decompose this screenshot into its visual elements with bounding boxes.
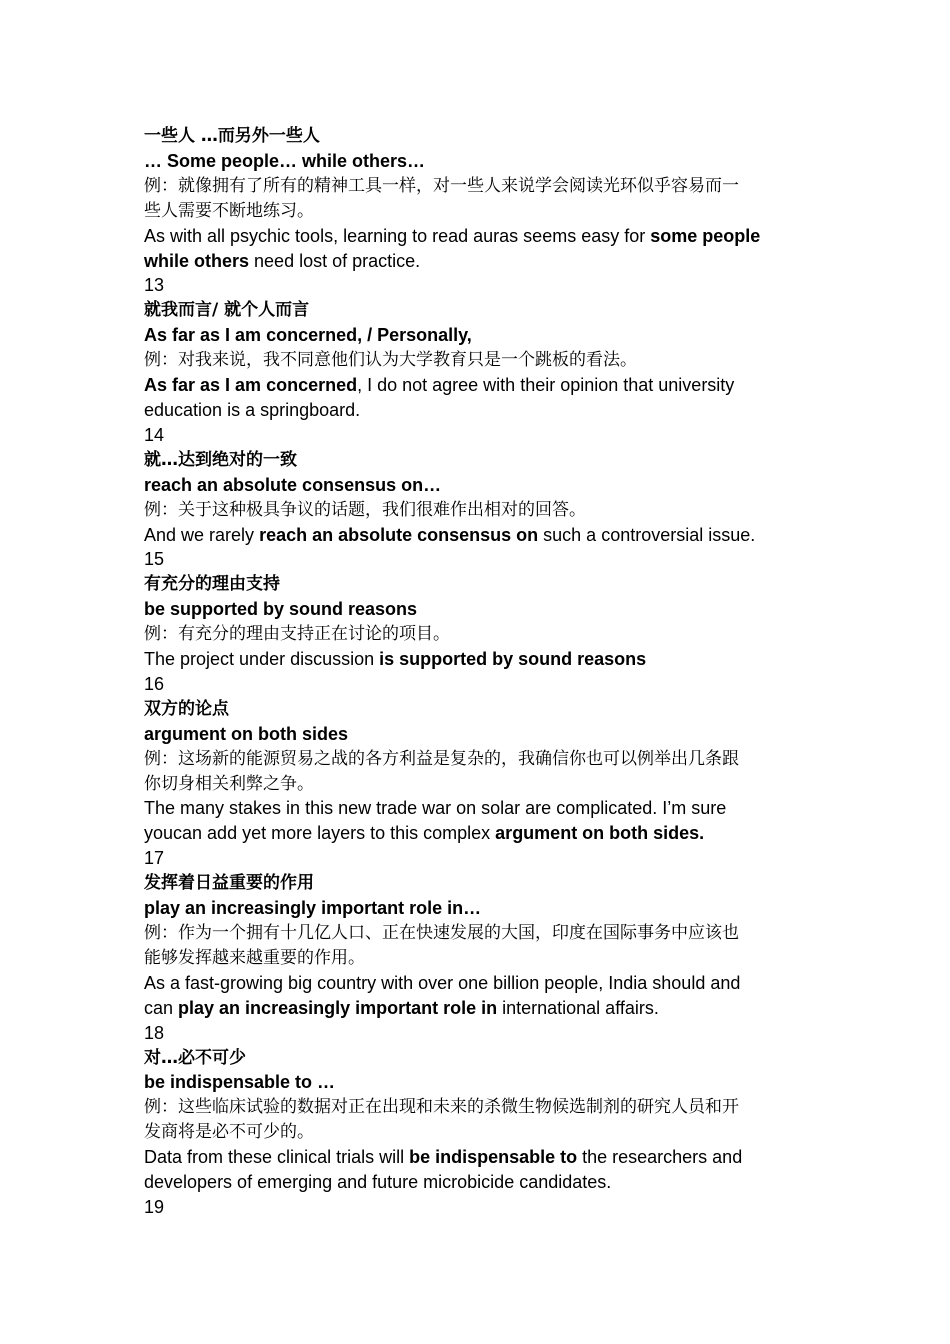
english-phrase-heading: As far as I am concerned, / Personally, xyxy=(144,325,472,346)
chinese-example-line: 你切身相关利弊之争。 xyxy=(144,773,314,794)
example-text: developers of emerging and future microbicide candidates. xyxy=(144,1172,612,1193)
chinese-phrase-heading: 就我而言/ 就个人而言 xyxy=(144,300,310,321)
entry-number: 15 xyxy=(144,549,165,570)
chinese-example-line: 例：这些临床试验的数据对正在出现和未来的杀微生物候选制剂的研究人员和开 xyxy=(144,1097,739,1118)
english-example-line xyxy=(144,996,814,1021)
highlighted-phrase: argument on both sides. xyxy=(495,823,705,844)
english-example-line xyxy=(144,647,814,672)
english-phrase-heading: be supported by sound reasons xyxy=(144,599,418,620)
english-example-line xyxy=(144,398,814,423)
highlighted-phrase: be indispensable to xyxy=(409,1147,578,1168)
highlighted-phrase: while others xyxy=(144,250,250,271)
chinese-phrase-heading: 一些人 …而另外一些人 xyxy=(144,126,320,146)
example-text: international affairs. xyxy=(497,997,659,1018)
example-text: The many stakes in this new trade war on solar are complicated. I’m sure xyxy=(144,798,727,819)
example-text: can xyxy=(144,997,179,1018)
example-text: education is a springboard. xyxy=(144,399,361,420)
english-example-line xyxy=(144,1145,814,1170)
chinese-example-line: 些人需要不断地练习。 xyxy=(144,200,314,221)
entry-number: 14 xyxy=(144,424,165,445)
chinese-example-line: 能够发挥越来越重要的作用。 xyxy=(144,947,365,968)
chinese-phrase-heading: 就…达到绝对的一致 xyxy=(144,449,297,470)
english-example-line xyxy=(144,796,814,821)
english-example-line xyxy=(144,821,814,846)
document-page xyxy=(144,124,814,1220)
entry-number: 16 xyxy=(144,673,165,694)
example-text: such a controversial issue. xyxy=(538,524,756,545)
entry-number: 17 xyxy=(144,848,165,869)
english-example-line xyxy=(144,1170,814,1195)
entry-number: 19 xyxy=(144,1196,165,1217)
chinese-example-line: 例：就像拥有了所有的精神工具一样，对一些人来说学会阅读光环似乎容易而一 xyxy=(144,175,739,196)
entry-number: 18 xyxy=(144,1022,165,1043)
english-example-line xyxy=(144,523,814,548)
english-example-line xyxy=(144,373,814,398)
chinese-phrase-heading: 对…必不可少 xyxy=(144,1047,246,1068)
english-phrase-heading: … Some people… while others… xyxy=(144,150,426,171)
highlighted-phrase: is supported by sound reasons xyxy=(379,649,647,670)
highlighted-phrase: reach an absolute consensus on xyxy=(259,524,539,545)
example-text: And we rarely xyxy=(144,524,260,545)
chinese-example-line: 例：对我来说，我不同意他们认为大学教育只是一个跳板的看法。 xyxy=(144,350,637,371)
highlighted-phrase: play an increasingly important role in xyxy=(178,997,498,1018)
english-phrase-heading: be indispensable to … xyxy=(144,1072,336,1093)
example-text: As a fast-growing big country with over one billion people, India should and xyxy=(144,972,741,993)
english-phrase-heading: reach an absolute consensus on… xyxy=(144,474,442,495)
example-text: the researchers and xyxy=(577,1147,743,1168)
example-text: need lost of practice. xyxy=(249,250,421,271)
chinese-example-line: 例：作为一个拥有十几亿人口、正在快速发展的大国，印度在国际事务中应该也 xyxy=(144,923,739,943)
chinese-example-line: 发商将是必不可少的。 xyxy=(144,1122,314,1143)
entry-number: 13 xyxy=(144,275,165,296)
chinese-example-line: 例：这场新的能源贸易之战的各方利益是复杂的，我确信你也可以例举出几条跟 xyxy=(144,748,739,769)
highlighted-phrase: As far as I am concerned xyxy=(144,375,358,396)
english-phrase-heading: argument on both sides xyxy=(144,723,349,744)
chinese-phrase-heading: 双方的论点 xyxy=(144,698,229,719)
example-text: , I do not agree with their opinion that university xyxy=(357,375,735,396)
example-text: The project under discussion xyxy=(144,649,380,670)
chinese-example-line: 例：有充分的理由支持正在讨论的项目。 xyxy=(144,624,450,645)
example-text: Data from these clinical trials will xyxy=(144,1147,410,1168)
english-example-line xyxy=(144,224,814,249)
english-example-line xyxy=(144,249,814,274)
english-example-line xyxy=(144,971,814,996)
chinese-example-line: 例：关于这种极具争议的话题，我们很难作出相对的回答。 xyxy=(144,499,586,520)
example-text: youcan add yet more layers to this complex xyxy=(144,823,496,844)
chinese-phrase-heading: 发挥着日益重要的作用 xyxy=(144,873,314,894)
english-phrase-heading: play an increasingly important role in… xyxy=(144,898,482,919)
chinese-phrase-heading: 有充分的理由支持 xyxy=(144,574,280,595)
highlighted-phrase: some people xyxy=(650,225,761,246)
example-text: As with all psychic tools, learning to read auras seems easy for xyxy=(144,225,651,246)
